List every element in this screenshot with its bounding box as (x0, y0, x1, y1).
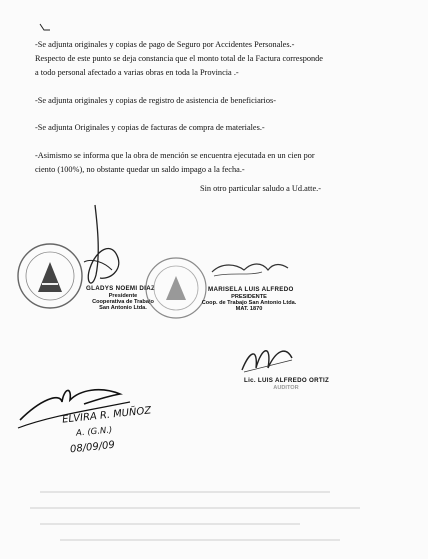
body-line-4: -Se adjunta originales y copias de registro de asistencia de beneficiarios- (35, 96, 276, 105)
right-signatory-title: AUDITOR (273, 385, 299, 391)
left-signatory-org-1: Cooperativa de Trabajo (92, 299, 154, 305)
left-signatory-name: GLADYS NOEMI DIAZ (86, 285, 156, 292)
body-line-3: a todo personal afectado a varias obras en toda la Provincia .- (35, 68, 239, 77)
middle-signatory-name: MARISELA LUIS ALFREDO (208, 286, 294, 293)
middle-signatory-title: PRESIDENTE (231, 294, 267, 300)
body-line-5: -Se adjunta Originales y copias de facturas de compra de materiales.- (35, 123, 265, 132)
handwritten-date: 08/09/09 (69, 439, 116, 456)
body-line-1: -Se adjunta originales y copias de pago de Seguro por Accidentes Personales.- (35, 40, 295, 49)
body-line-2: Respecto de este punto se deja constancia que el monto total de la Factura corresponde (35, 54, 323, 63)
closing-line: Sin otro particular saludo a Ud.atte.- (200, 184, 321, 193)
middle-signatory-org: Coop. de Trabajo San Antonio Ltda. (201, 300, 297, 306)
middle-signatory-extra: MAT. 1870 (235, 306, 263, 312)
handwritten-title: A. (G.N.) (75, 425, 113, 439)
right-signatory-name: Lic. LUIS ALFREDO ORTIZ (244, 377, 330, 384)
left-signatory-title: Presidente (108, 293, 138, 299)
body-line-7: ciento (100%), no obstante quedar un saldo impago a la fecha.- (35, 165, 245, 174)
body-line-6: -Asimismo se informa que la obra de mención se encuentra ejecutada en un cien por (35, 151, 315, 160)
left-signatory-org-2: San Antonio Ltda. (99, 305, 147, 311)
handwritten-name: ELVIRA R. MUÑOZ (61, 405, 152, 426)
